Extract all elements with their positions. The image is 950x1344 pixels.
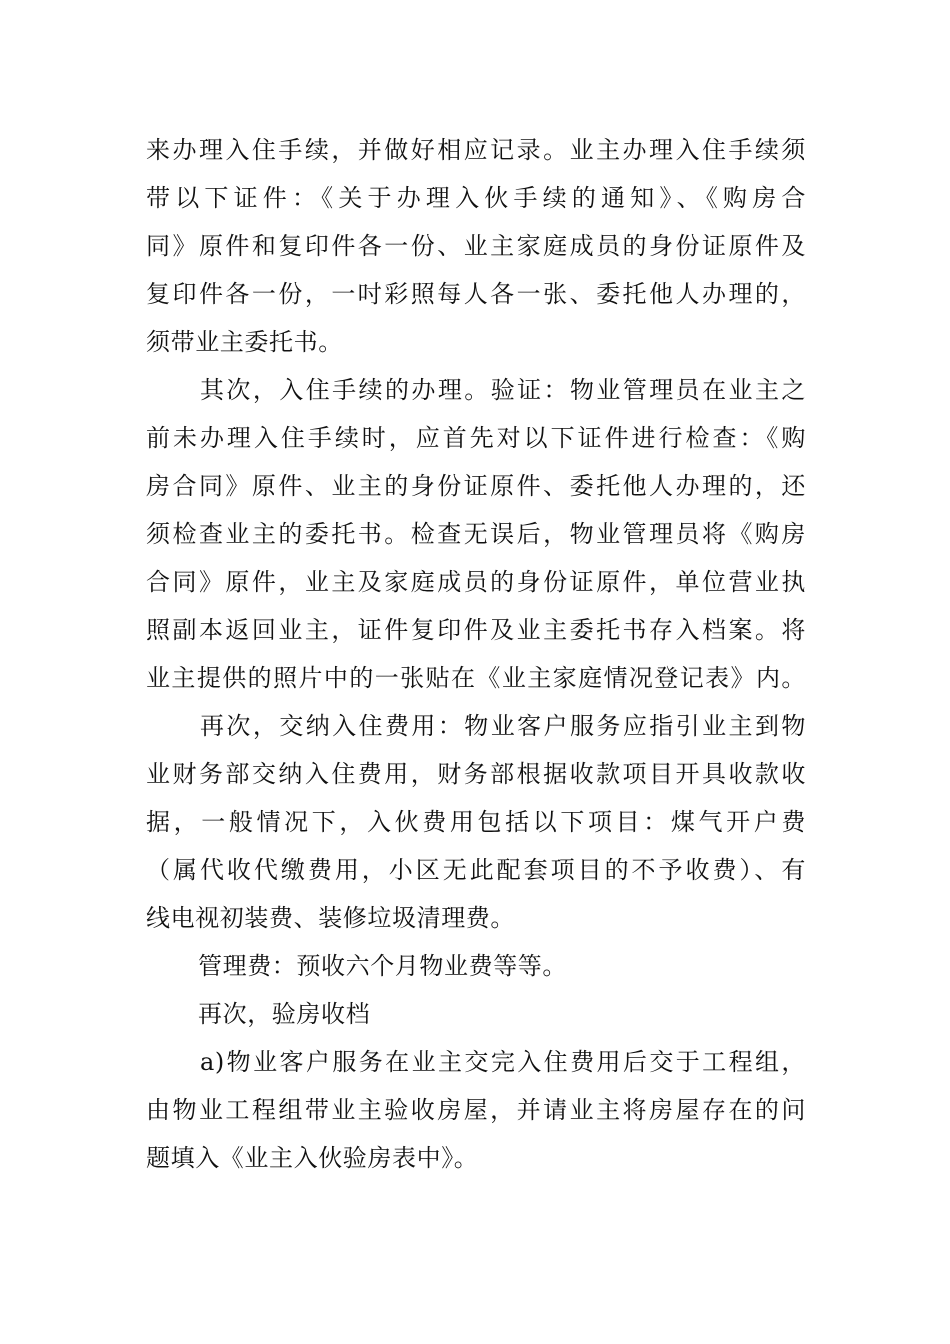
text-line-19: 再次，验房收档: [198, 1000, 371, 1028]
text-line-2: 带以下证件：《关于办理入伙手续的通知》、《购房合: [146, 184, 806, 212]
text-line-16: （属代收代缴费用，小区无此配套项目的不予收费）、有: [146, 856, 806, 884]
text-line-8: 房合同》原件、业主的身份证原件、委托他人办理的，还: [146, 472, 806, 500]
text-line-21: 由物业工程组带业主验收房屋，并请业主将房屋存在的问: [146, 1096, 806, 1124]
text-line-13: 再次，交纳入住费用：物业客户服务应指引业主到物: [200, 712, 806, 740]
document-body: [146, 126, 806, 1182]
text-line-3: 同》原件和复印件各一份、业主家庭成员的身份证原件及: [146, 232, 806, 260]
text-line-17: 线电视初装费、装修垃圾清理费。: [146, 904, 515, 932]
text-line-6: 其次，入住手续的办理。验证：物业管理员在业主之: [200, 376, 806, 404]
text-line-10: 合同》原件，业主及家庭成员的身份证原件，单位营业执: [146, 568, 806, 596]
text-line-20: a)物业客户服务在业主交完入住费用后交于工程组，: [200, 1048, 806, 1076]
text-line-7: 前未办理入住手续时，应首先对以下证件进行检查：《购: [146, 424, 806, 452]
text-line-22: 题填入《业主入伙验房表中》。: [146, 1144, 479, 1172]
text-line-9: 须检查业主的委托书。检查无误后，物业管理员将《购房: [146, 520, 806, 548]
text-line-1: 来办理入住手续，并做好相应记录。业主办理入住手续须: [146, 136, 806, 164]
text-line-5: 须带业主委托书。: [146, 328, 343, 356]
text-line-15: 据，一般情况下，入伙费用包括以下项目：煤气开户费: [146, 808, 806, 836]
text-line-14: 业财务部交纳入住费用，财务部根据收款项目开具收款收: [146, 760, 806, 788]
text-line-12: 业主提供的照片中的一张贴在《业主家庭情况登记表》内。: [146, 664, 806, 692]
text-line-11: 照副本返回业主，证件复印件及业主委托书存入档案。将: [146, 616, 806, 644]
text-line-4: 复印件各一份，一吋彩照每人各一张、委托他人办理的，: [146, 280, 806, 308]
text-line-18: 管理费：预收六个月物业费等等。: [198, 952, 567, 980]
